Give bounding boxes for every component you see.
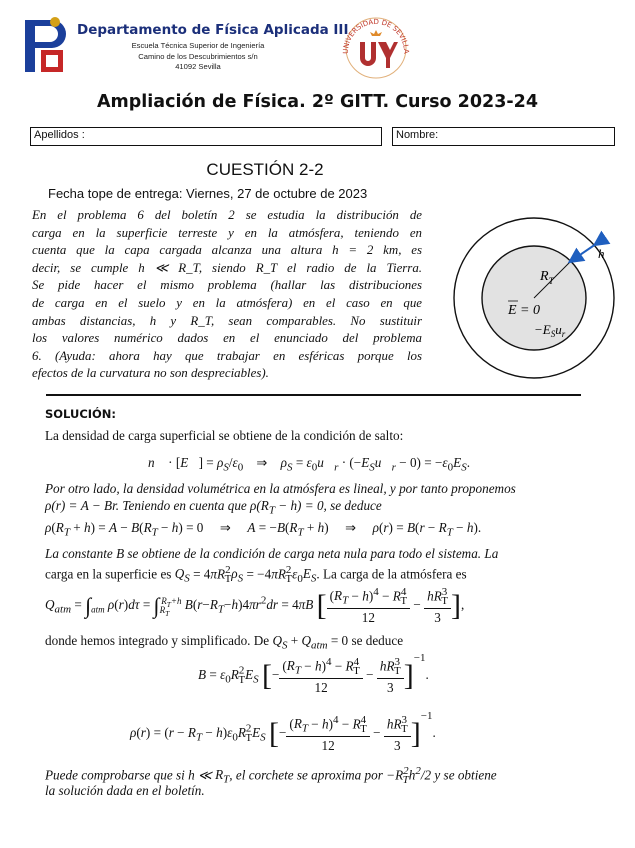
solution-heading: SOLUCIÓN: <box>45 407 117 421</box>
svg-text:UNIVERSIDAD DE SEVILLA: UNIVERSIDAD DE SEVILLA <box>341 17 411 54</box>
p5-text-b: , el corchete se aproxima por <box>229 767 387 783</box>
department-logo <box>22 14 68 78</box>
equation-atmosphere-charge: $Q_{atm} = \int_{atm}$ $\rho(r)d\tau = \int_{R_T}^{R_T+h}$ $B(r-R_T-h)4\pi r^2dr = 4\pi B$ [ $\frac{(R_T - h)^4 - R^4_T}{12}$ − $\frac{hR^3_T}{3}$ ], <box>45 586 465 626</box>
solution-paragraph-3: La constante B se obtiene de la condición de carga neta nula para todo el sistema. La <box>45 546 499 561</box>
department-name: Departamento de Física Aplicada III <box>77 22 349 38</box>
school-address <box>98 41 298 73</box>
apellidos-field[interactable] <box>30 127 382 146</box>
p4-text-b: se deduce <box>348 633 404 648</box>
school-line: 41092 Sevilla <box>175 62 221 71</box>
statement-line: de carga en el suelo y en la atmósfera) en el caso en que <box>32 295 422 310</box>
school-line: Camino de los Descubrimientos s/n <box>138 51 258 61</box>
label-radius-sub: T <box>548 276 554 286</box>
problem-statement <box>32 207 422 383</box>
p5-text-a: Puede comprobarse que si <box>45 767 189 783</box>
label-field-unit-sub: r <box>561 329 566 339</box>
statement-line: cuenta que la capa cargada alcanza una altura h = 2 km, es <box>32 243 422 258</box>
p2-text-b: − h) = 0, se deduce <box>274 498 382 513</box>
p3-text-b: . La carga de la atmósfera es <box>316 566 467 582</box>
equation-density-result: $\rho(r) = (r - R_T - h)\varepsilon_0R^2_TE_S$ [− $\frac{(R_T - h)^4 - R^4_T}{12}$ − $\frac{hR^3_T}{3}$ ]$^{-1}$. <box>130 710 436 753</box>
label-field-unit: u <box>555 322 562 337</box>
p2-text-a: ρ(r) = A − Br. Teniendo en cuenta que ρ(R <box>45 498 269 513</box>
statement-line: 6. (Ayuda: ahora hay que trabajar en esféricas porque los <box>32 348 422 363</box>
statement-line: En el problema 6 del boletín 2 se estudia la distribución de <box>32 208 422 222</box>
statement-line: efectos de la curvatura no son despreciables). <box>32 366 269 381</box>
solution-paragraph-4: donde hemos integrado y simplificado. De $Q_S + Q_{atm} = 0$ se deduce <box>45 633 404 652</box>
p4-text-a: donde hemos integrado y simplificado. De <box>45 633 273 648</box>
earth-atmosphere-diagram <box>448 208 628 388</box>
section-divider <box>46 394 581 396</box>
solution-paragraph-5: Puede comprobarse que si h ≪ $R_T$, el corchete se aproxima por $-R^2_Th^2/2$ y se obtiene <box>45 765 497 787</box>
nombre-field[interactable] <box>392 127 615 146</box>
statement-line: los valores numérico dados en el enunciado del problema <box>32 331 422 346</box>
course-title: Ampliación de Física. 2º GITT. Curso 2023-24 <box>97 92 538 112</box>
statement-line: Se pide hacer el mismo problema (hallar las distribuciones <box>32 278 422 293</box>
statement-line: carga en la superficie terreste y en la atmósfera, teniendo en <box>32 225 422 240</box>
solution-paragraph-3b: carga en la superficie es $Q_S = 4\pi R^2_T\rho_S = -4\pi R^2_T\varepsilon_0E_S$. La carga de la atmósfera es <box>45 564 467 586</box>
statement-line: ambas distancias, h y R_T, sean comparables. No sustituir <box>32 313 422 328</box>
label-field-sub: S <box>550 329 556 339</box>
statement-line: decir, se cumple h ≪ R_T, siendo R_T el radio de la Tierra. <box>32 260 422 275</box>
label-h: h <box>598 246 605 261</box>
label-radius-r: R <box>540 269 549 284</box>
equation-surface-density: n⃗ · [E⃗] = $\rho_S/\varepsilon_0$ ⇒ $\rho_S$ = $\varepsilon_0u⃗_r$ · $(-E_Su⃗_r - 0) = -\varepsilon_0E_S$. <box>148 455 470 474</box>
deadline: Fecha tope de entrega: Viernes, 27 de octubre de 2023 <box>48 186 368 201</box>
solution-paragraph-1: La densidad de carga superficial se obtiene de la condición de salto: <box>45 428 404 443</box>
label-field-inside: E = 0 <box>508 303 540 318</box>
p3-text-a: carga en la superficie es <box>45 566 175 582</box>
solution-paragraph-2: Por otro lado, la densidad volumétrica en la atmósfera es lineal, y por tanto proponemos <box>45 481 516 496</box>
school-line: Escuela Técnica Superior de Ingeniería <box>131 41 265 50</box>
apellidos-label: Apellidos : <box>34 129 85 141</box>
p5-text-c: y se obtiene <box>431 767 497 783</box>
equation-constant-B: $B = \varepsilon_0R^2_TE_S$ [− $\frac{(R_T - h)^4 - R^4_T}{12}$ − $\frac{hR^3_T}{3}$ ]$^{-1}$. <box>198 652 429 695</box>
question-title: CUESTIÓN 2-2 <box>206 160 324 179</box>
label-field-value: −E <box>534 322 551 337</box>
equation-linear-density: $\rho(R_T + h) = A - B(R_T - h) = 0$ ⇒ $A = -B(R_T + h)$ ⇒ $\rho(r) = B(r - R_T - h)$. <box>45 520 482 539</box>
solution-paragraph-5b: la solución dada en el boletín. <box>45 783 205 798</box>
university-seal <box>340 12 412 80</box>
nombre-label: Nombre: <box>396 129 439 141</box>
solution-paragraph-2b: ρ(r) = A − Br. Teniendo en cuenta que $\rho(R_T - h) = 0$, se deduce <box>45 498 382 517</box>
label-field-surface <box>534 322 566 339</box>
